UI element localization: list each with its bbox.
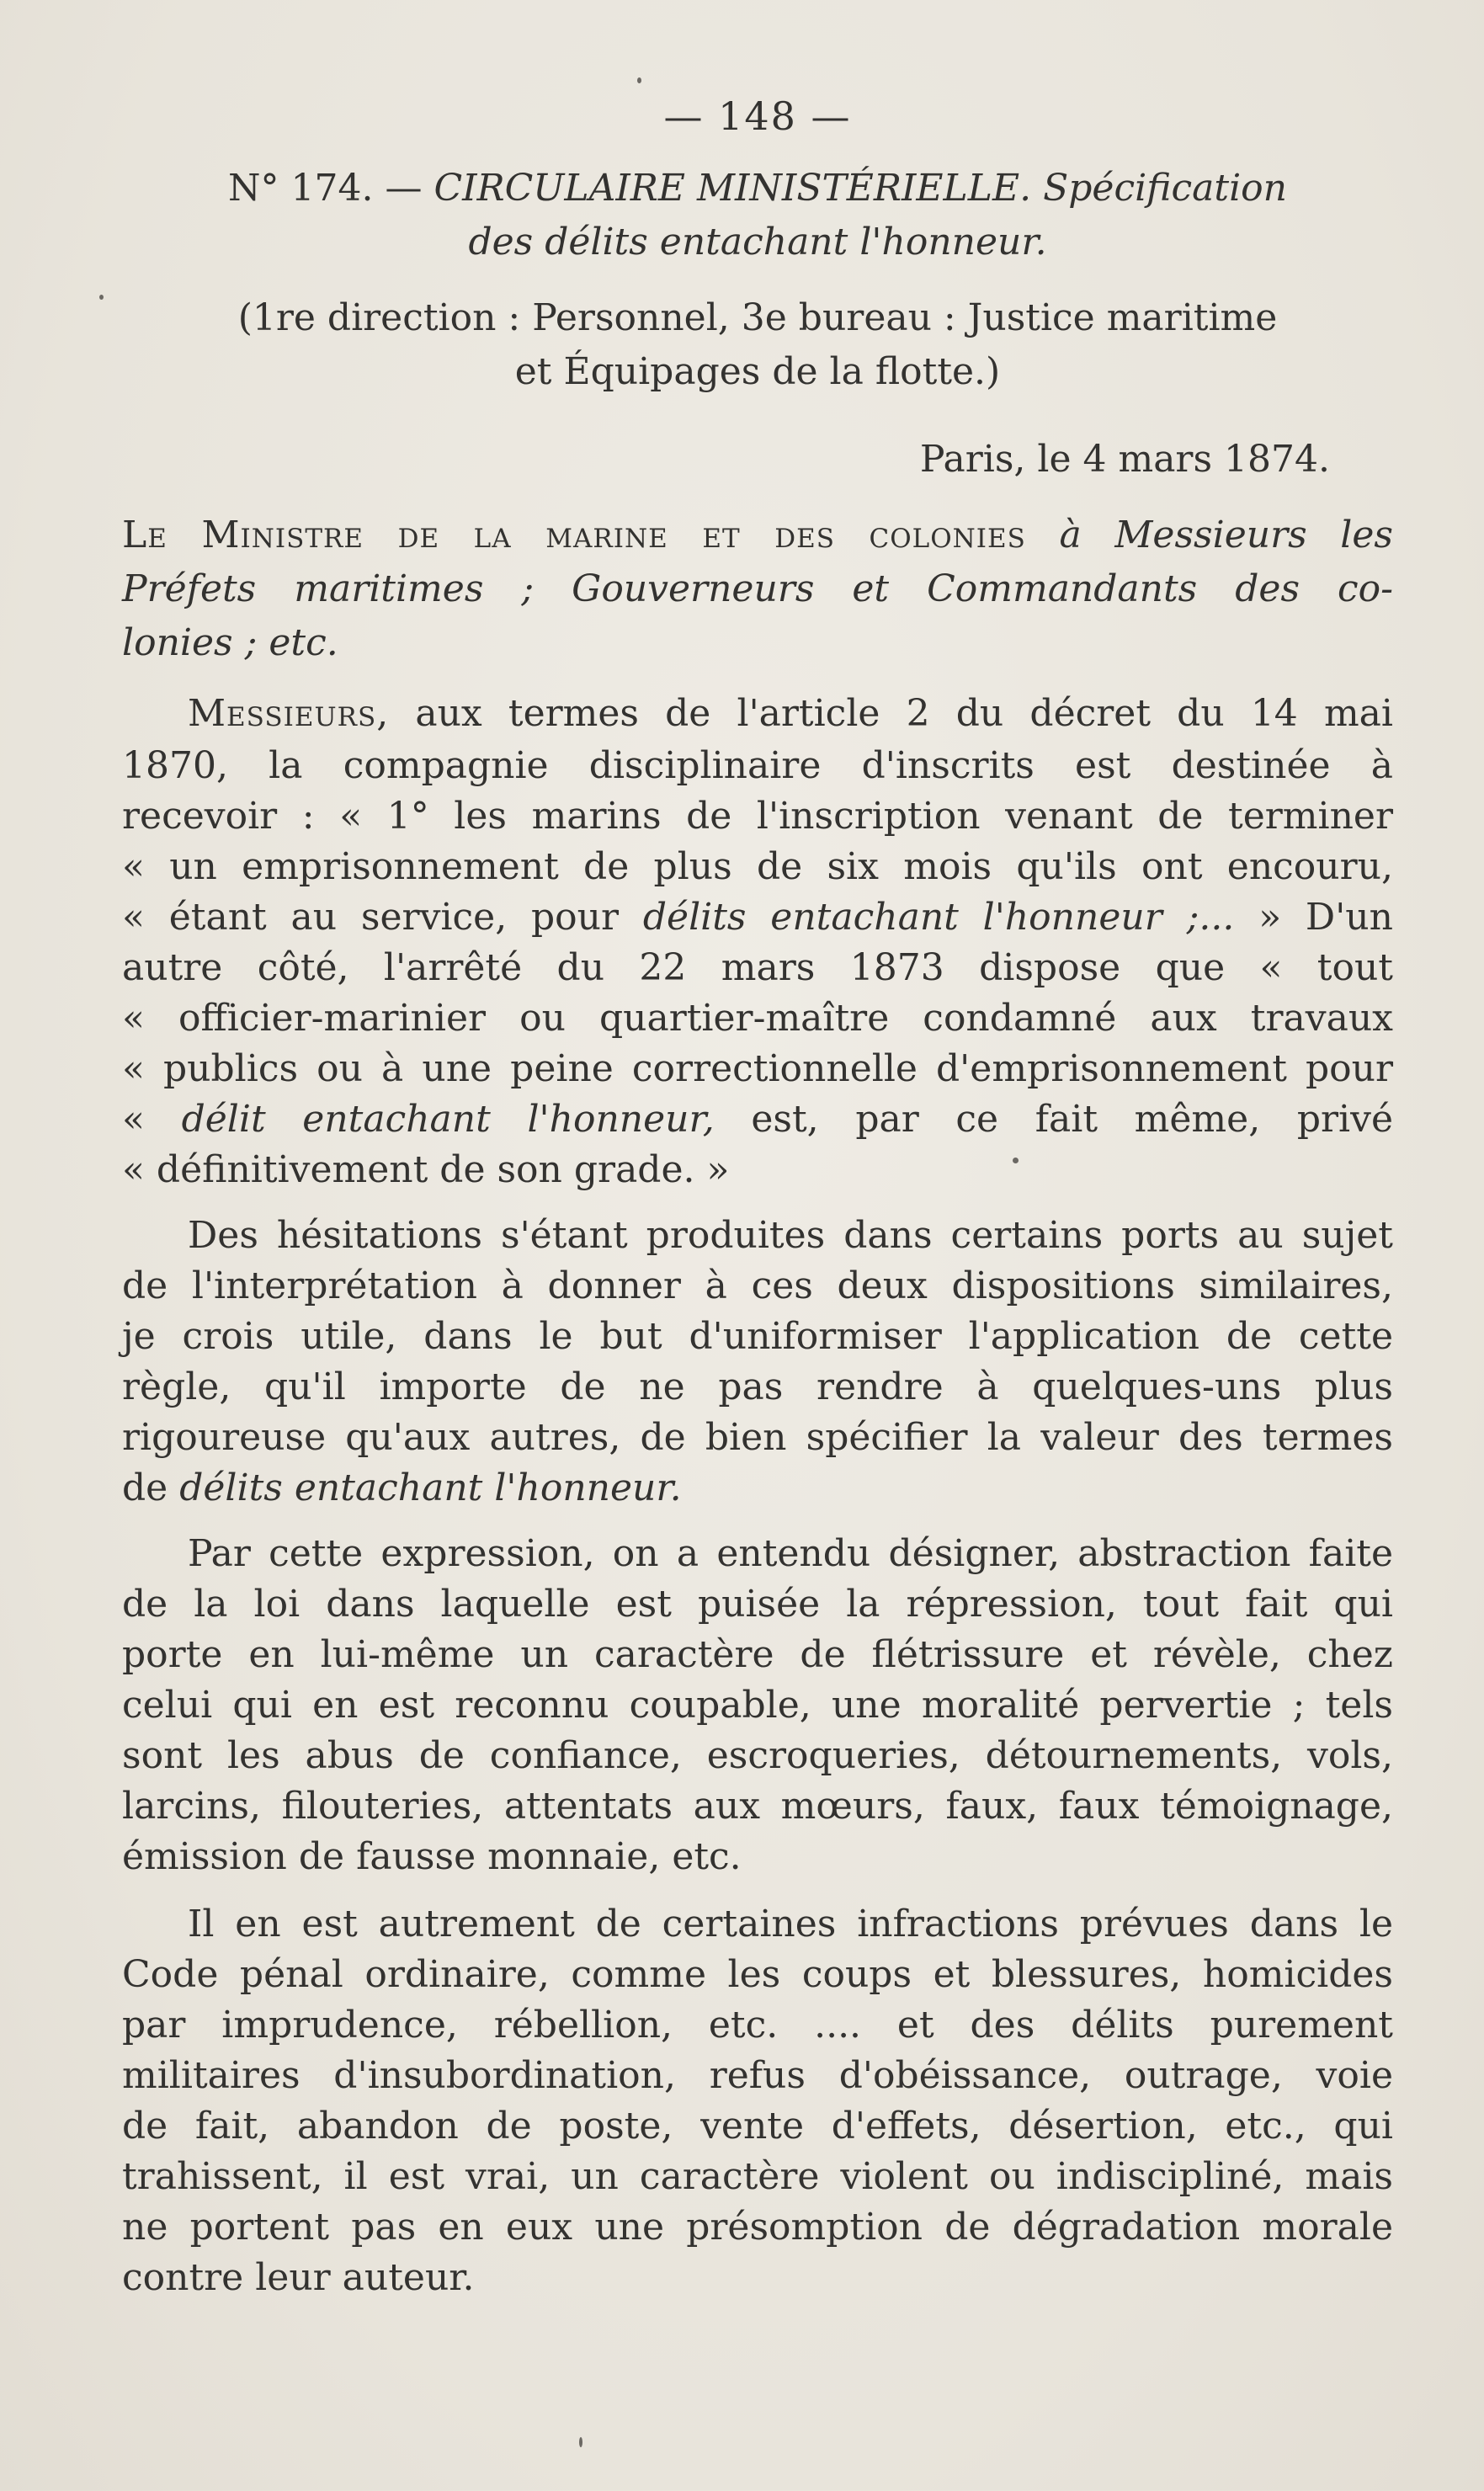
p2-line-6-italic: délits entachant l'honneur. xyxy=(179,1466,682,1509)
p1-line-10: « définitivement de son grade. » xyxy=(122,1148,730,1191)
p2-line-1: Des hésitations s'étant produites dans certains ports au sujet xyxy=(188,1214,1393,1257)
paper-speck xyxy=(579,2437,582,2447)
paper-speck xyxy=(99,295,104,300)
address-recipients: Messieurs les xyxy=(1114,514,1393,556)
p1-line-7: « officier-marinier ou quartier-maître condamné aux travaux xyxy=(122,997,1393,1040)
p2-line-2: de l'interprétation à donner à ces deux dispositions similaires, xyxy=(122,1264,1393,1307)
p3-line-3: porte en lui-même un caractère de flétrissure et révèle, chez xyxy=(122,1633,1393,1676)
p2-line-6 xyxy=(122,1465,1393,1512)
p3-line-7: émission de fausse monnaie, etc. xyxy=(122,1835,742,1878)
circular-title: CIRCULAIRE MINISTÉRIELLE. xyxy=(433,167,1032,210)
p1-line-9-italic: délit entachant l'honneur, xyxy=(181,1098,715,1141)
p4-line-3: par imprudence, rébellion, etc. .... et des délits purement xyxy=(122,2004,1393,2047)
p4-line-2: Code pénal ordinaire, comme les coups et blessures, homicides xyxy=(122,1953,1393,1996)
p1-line-3: recevoir : « 1° les marins de l'inscription venant de terminer xyxy=(122,795,1393,838)
address-a: à xyxy=(1059,514,1082,556)
dateline: Paris, le 4 mars 1874. xyxy=(919,438,1330,481)
p1-line-5 xyxy=(122,894,1393,941)
direction-line-2: et Équipages de la flotte.) xyxy=(514,350,1001,393)
paper-speck xyxy=(637,77,641,83)
p1-line-2: 1870, la compagnie disciplinaire d'inscrits est destinée à xyxy=(122,744,1393,787)
address-line-3: lonies ; etc. xyxy=(122,621,338,664)
p3-line-5: sont les abus de confiance, escroqueries, détournements, vols, xyxy=(122,1734,1393,1777)
p3-line-2: de la loi dans laquelle est puisée la répression, tout fait qui xyxy=(122,1583,1393,1626)
p4-line-5: de fait, abandon de poste, vente d'effets, désertion, etc., qui xyxy=(122,2105,1393,2148)
p1-line-5-a: « étant au service, pour xyxy=(122,896,620,939)
p3-line-6: larcins, filouteries, attentats aux mœurs, faux, faux témoignage, xyxy=(122,1785,1393,1828)
circular-spec-1: Spécification xyxy=(1043,167,1287,210)
p1-line-1-text: aux termes de l'article 2 du décret du 14 mai xyxy=(415,692,1393,735)
p4-line-6: trahissent, il est vrai, un caractère violent ou indiscipliné, mais xyxy=(122,2155,1393,2198)
paper-speck xyxy=(1013,1158,1019,1163)
p2-line-3: je crois utile, dans le but d'uniformiser l'application de cette xyxy=(122,1315,1393,1358)
p1-line-9-b: est, par ce fait même, privé xyxy=(751,1098,1394,1141)
p4-line-4: militaires d'insubordination, refus d'obéissance, outrage, voie xyxy=(122,2054,1393,2097)
circular-number: N° 174. — xyxy=(228,167,423,210)
direction-line-1: (1re direction : Personnel, 3e bureau : Justice maritime xyxy=(237,296,1278,339)
p4-line-8: contre leur auteur. xyxy=(122,2256,475,2299)
p2-line-4: règle, qu'il importe de ne pas rendre à quelques-uns plus xyxy=(122,1365,1393,1408)
p1-line-1 xyxy=(122,690,1393,737)
p1-line-8: « publics ou à une peine correctionnelle d'emprisonnement pour xyxy=(122,1047,1393,1090)
address-minister: Le Ministre de la marine et des colonies xyxy=(122,514,1026,556)
p2-line-6-a: de xyxy=(122,1466,168,1509)
p1-line-9 xyxy=(122,1096,1393,1143)
page-number: — 148 — xyxy=(663,93,852,139)
p3-line-1: Par cette expression, on a entendu désigner, abstraction faite xyxy=(188,1532,1393,1575)
address-line-2: Préfets maritimes ; Gouverneurs et Commandants des co- xyxy=(122,567,1393,610)
p2-line-5: rigoureuse qu'aux autres, de bien spécifier la valeur des termes xyxy=(122,1416,1393,1459)
p1-line-6: autre côté, l'arrêté du 22 mars 1873 dispose que « tout xyxy=(122,946,1393,989)
circular-heading xyxy=(122,165,1393,212)
p4-line-7: ne portent pas en eux une présomption de dégradation morale xyxy=(122,2206,1393,2249)
p1-line-5-b: » D'un xyxy=(1258,896,1393,939)
circular-spec-2: des délits entachant l'honneur. xyxy=(468,221,1047,263)
p4-line-1: Il en est autrement de certaines infractions prévues dans le xyxy=(188,1903,1393,1945)
address-line-1 xyxy=(122,512,1393,559)
p1-line-9-a: « xyxy=(122,1098,145,1141)
p1-line-4: « un emprisonnement de plus de six mois qu'ils ont encouru, xyxy=(122,845,1393,888)
p3-line-4: celui qui en est reconnu coupable, une moralité pervertie ; tels xyxy=(122,1684,1393,1727)
salutation: Messieurs, xyxy=(188,692,390,735)
p1-line-5-italic: délits entachant l'honneur ;... xyxy=(642,896,1235,939)
